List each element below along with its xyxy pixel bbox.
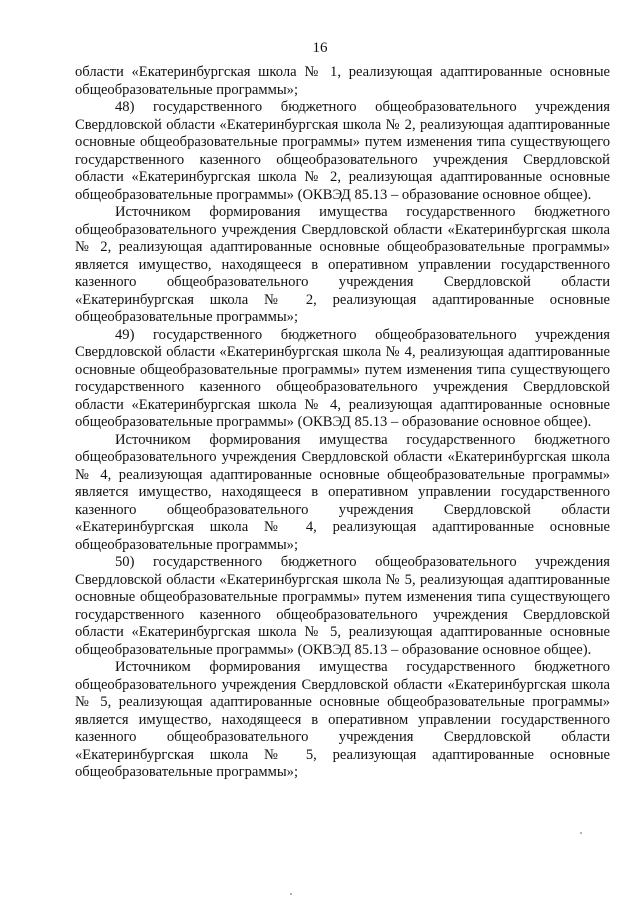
paragraph-source-48: Источником формирования имущества государственного бюджетного общеобразовательного учреждения Свердловской области «Екатеринбургская школа № 2, реализующая адаптированные основные общеобразовательные программы» является имущество, находящееся в оперативном управлении государственного казенного общеобразовательного учреждения Свердловской области «Екатеринбургская школа № 2, реализующая адаптированные основные общеобразовательные программы»; <box>75 204 610 325</box>
paragraph-continuation: области «Екатеринбургская школа № 1, реализующая адаптированные основные общеобразовательные программы»; <box>75 64 610 98</box>
page-number: 16 <box>312 40 328 56</box>
paragraph-item-49: 49) государственного бюджетного общеобразовательного учреждения Свердловской области «Екатеринбургская школа № 4, реализующая адаптированные основные общеобразовательные программы» путем изменения типа существующего государственного казенного общеобразовательного учреждения Свердловской области «Екатеринбургская школа № 4, реализующая адаптированные основные общеобразовательные программы» (ОКВЭД 85.13 – образование основное общее). <box>75 326 610 430</box>
paragraph-source-49: Источником формирования имущества государственного бюджетного общеобразовательного учреждения Свердловской области «Екатеринбургская школа № 4, реализующая адаптированные основные общеобразовательные программы» является имущество, находящееся в оперативном управлении государственного казенного общеобразовательного учреждения Свердловской области «Екатеринбургская школа № 4, реализующая адаптированные основные общеобразовательные программы»; <box>75 431 610 553</box>
scan-speck <box>290 893 292 895</box>
page-body <box>75 64 610 782</box>
scan-speck <box>580 832 582 834</box>
paragraph-item-50: 50) государственного бюджетного общеобразовательного учреждения Свердловской области «Екатеринбургская школа № 5, реализующая адаптированные основные общеобразовательные программы» путем изменения типа существующего государственного казенного общеобразовательного учреждения Свердловской области «Екатеринбургская школа № 5, реализующая адаптированные основные общеобразовательные программы» (ОКВЭД 85.13 – образование основное общее). <box>75 554 610 658</box>
paragraph-source-50: Источником формирования имущества государственного бюджетного общеобразовательного учреждения Свердловской области «Екатеринбургская школа № 5, реализующая адаптированные основные общеобразовательные программы» является имущество, находящееся в оперативном управлении государственного казенного общеобразовательного учреждения Свердловской области «Екатеринбургская школа № 5, реализующая адаптированные основные общеобразовательные программы»; <box>75 659 610 780</box>
paragraph-item-48: 48) государственного бюджетного общеобразовательного учреждения Свердловской области «Екатеринбургская школа № 2, реализующая адаптированные основные общеобразовательные программы» путем изменения типа существующего государственного казенного общеобразовательного учреждения Свердловской области «Екатеринбургская школа № 2, реализующая адаптированные основные общеобразовательные программы» (ОКВЭД 85.13 – образование основное общее). <box>75 99 610 203</box>
